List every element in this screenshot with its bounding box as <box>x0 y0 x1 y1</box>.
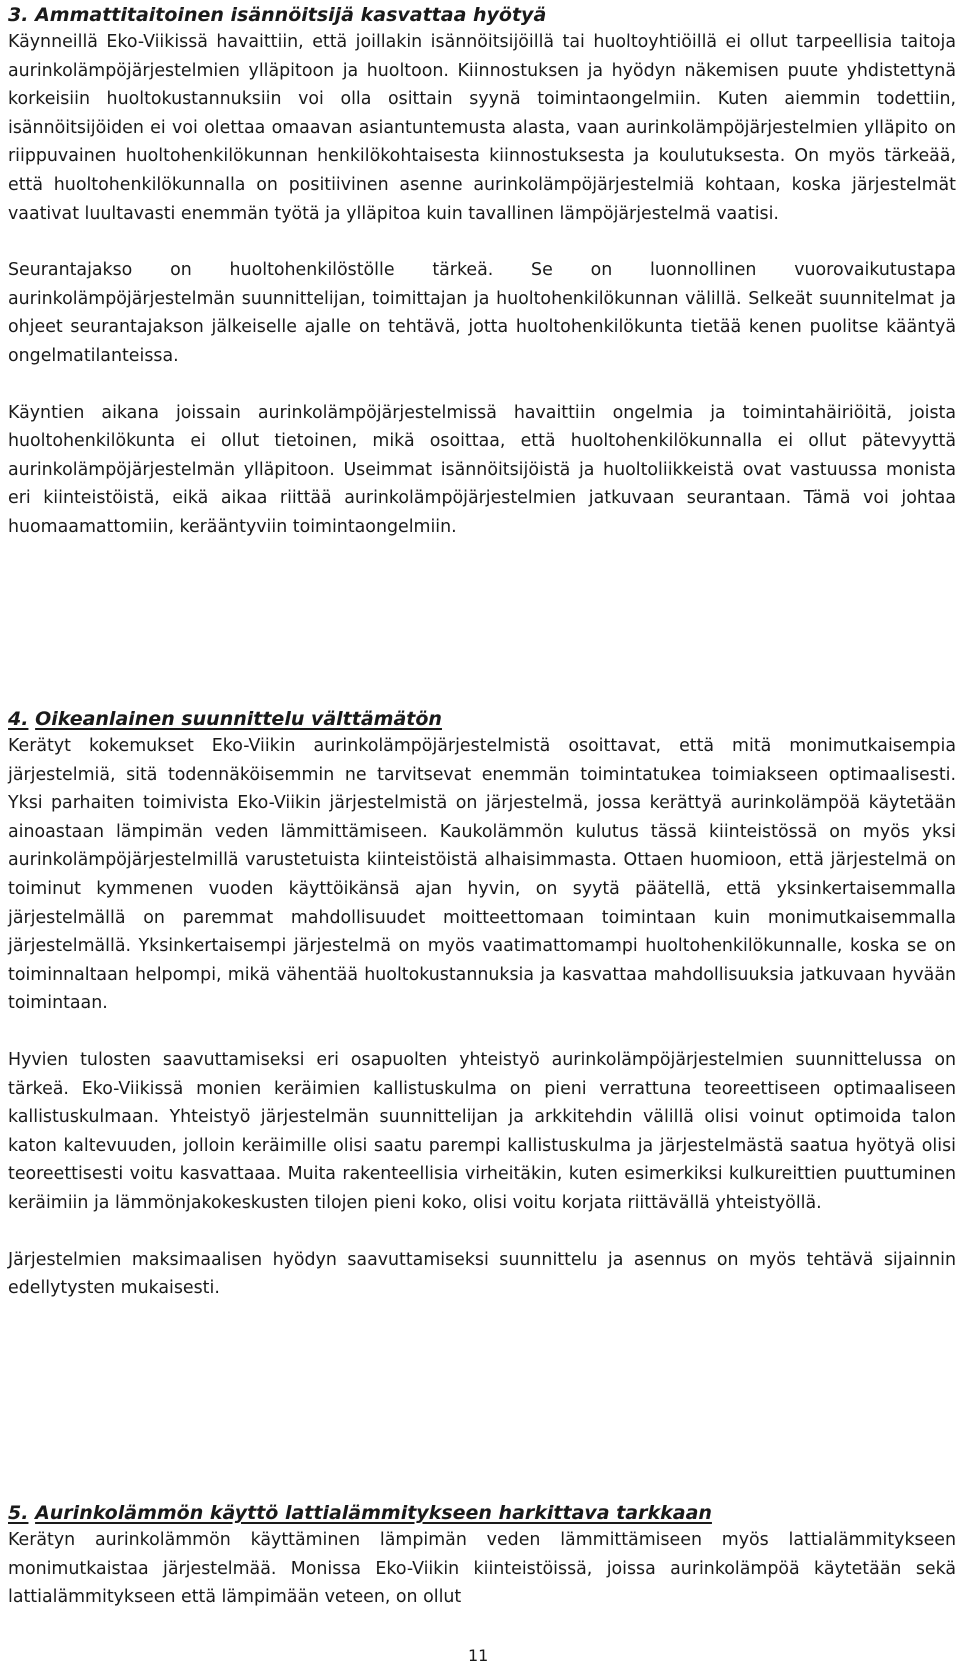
section-title: Aurinkolämmön käyttö lattialämmitykseen harkittava tarkkaan <box>35 1502 712 1524</box>
section-heading <box>8 1500 956 1526</box>
section-number: 4. <box>8 708 29 730</box>
paragraph: Kerätyt kokemukset Eko-Viikin aurinkolämpöjärjestelmistä osoittavat, että mitä monimutkaisempia järjestelmiä, sitä todennäköisemmin ne tarvitsevat enemmän toimintatukea toimiakseen optimaalisesti. Yksi parhaiten toimivista Eko-Viikin järjestelmistä on järjestelmä, jossa kerättyä aurinkolämpöä käytetään ainoastaan lämpimän veden lämmittämiseen. Kaukolämmön kulutus tässä kiinteistössä on myös yksi aurinkolämpöjärjestelmillä varustetuista kiinteistöistä alhaisimmasta. Ottaen huomioon, että järjestelmä on toiminut kymmenen vuoden käyttöikänsä ajan hyvin, on syytä päätellä, että yksinkertaisemmalla järjestelmällä on paremmat mahdollisuudet moitteettomaan toimintaan kuin monimutkaisemmalla järjestelmällä. Yksinkertaisempi järjestelmä on myös vaatimattomampi huoltohenkilökunnalle, koska se on toiminnaltaan helpompi, mikä vähentää huoltokustannuksia ja kasvattaa mahdollisuuksia jatkuvaan hyvään toimintaan. <box>8 736 956 1014</box>
section-number: 3. <box>8 4 29 26</box>
paragraph: Hyvien tulosten saavuttamiseksi eri osapuolten yhteistyö aurinkolämpöjärjestelmien suunnittelussa on tärkeä. Eko-Viikissä monien keräimien kallistuskulma on pieni verrattuna teoreettiseen optimaaliseen kallistuskulmaan. Yhteistyö järjestelmän suunnittelijan ja arkkitehdin välillä olisi voinut optimoida talon katon kaltevuuden, jolloin keräimille olisi saatu parempi kallistuskulma ja järjestelmästä saatua hyötyä olisi teoreettisesti voitu kasvattaaa. Muita rakenteellisia virheitäkin, kuten esimerkiksi kulkureittien puuttuminen keräimiin ja lämmönjakokeskusten tilojen pieni koko, olisi voitu korjata riittävällä yhteistyöllä. <box>8 1049 956 1213</box>
paragraph-spacer <box>8 228 956 256</box>
paragraph: Käynneillä Eko-Viikissä havaittiin, että joillakin isännöitsijöillä tai huoltoyhtiöillä ei ollut tarpeellisia taitoja aurinkolämpöjärjestelmien ylläpitoon ja huoltoon. Kiinnostuksen ja hyödyn näkemisen puute yhdistettynä korkeisiin huoltokustannuksiin voi olla osittain syynä toimintaongelmiin. Kuten aiemmin todettiin, isännöitsijöiden ei voi olettaa omaavan asiantuntemusta alasta, vaan aurinkolämpöjärjestelmien ylläpito on riippuvainen huoltohenkilökunnan henkilökohtaisesta kiinnostuksesta ja koulutuksesta. On myös tärkeää, että huoltohenkilökunnalla on positiivinen asenne aurinkolämpöjärjestelmiä kohtaan, koska järjestelmät vaativat luultavasti enemmän työtä ja ylläpitoa kuin tavallinen lämpöjärjestelmä vaatisi. <box>8 32 956 224</box>
section-heading <box>8 706 956 732</box>
page-number: 11 <box>468 1646 489 1665</box>
section-title: Ammattitaitoinen isännöitsijä kasvattaa hyötyä <box>35 4 547 26</box>
paragraph: Kerätyn aurinkolämmön käyttäminen lämpimän veden lämmittämiseen myös lattialämmitykseen monimutkaistaa järjestelmää. Monissa Eko-Viikin kiinteistöissä, joissa aurinkolämpöä käytetään sekä lattialämmitykseen että lämpimään veteen, on ollut <box>8 1530 956 1608</box>
paragraph: Käyntien aikana joissain aurinkolämpöjärjestelmissä havaittiin ongelmia ja toimintahäiriöitä, joista huoltohenkilökunta ei ollut tietoinen, mikä osoittaa, että huoltohenkilökunnalla ei ollut pätevyyttä aurinkolämpöjärjestelmän ylläpitoon. Useimmat isännöitsijöistä ja huoltoliikkeistä ovat vastuussa monista eri kiinteistöistä, eikä aikaa riittää aurinkolämpöjärjestelmien jatkuvaan seurantaan. Tämä voi johtaa huomaamattomiin, kerääntyviin toimintaongelmiin. <box>8 402 956 537</box>
paragraph-spacer <box>8 1018 956 1046</box>
paragraph-spacer <box>8 371 956 399</box>
paragraph: Seurantajakso on huoltohenkilöstölle tärkeä. Se on luonnollinen vuorovaikutustapa aurinkolämpöjärjestelmän suunnittelijan, toimittajan ja huoltohenkilökunnan välillä. Selkeät suunnitelmat ja ohjeet seurantajakson jälkeiselle ajalle on tehtävä, jotta huoltohenkilökunta tietää kenen puolitse kääntyä ongelmatilanteissa. <box>8 260 956 366</box>
section-title: Oikeanlainen suunnittelu välttämätön <box>35 708 442 730</box>
paragraph: Järjestelmien maksimaalisen hyödyn saavuttamiseksi suunnittelu ja asennus on myös tehtävä sijainnin edellytysten mukaisesti. <box>8 1249 956 1299</box>
section-heading <box>8 2 956 28</box>
section-5 <box>8 1500 956 1612</box>
section-3 <box>8 2 956 542</box>
section-4 <box>8 706 956 1303</box>
section-number: 5. <box>8 1502 29 1524</box>
document-page <box>8 0 956 1678</box>
paragraph-spacer <box>8 1218 956 1246</box>
